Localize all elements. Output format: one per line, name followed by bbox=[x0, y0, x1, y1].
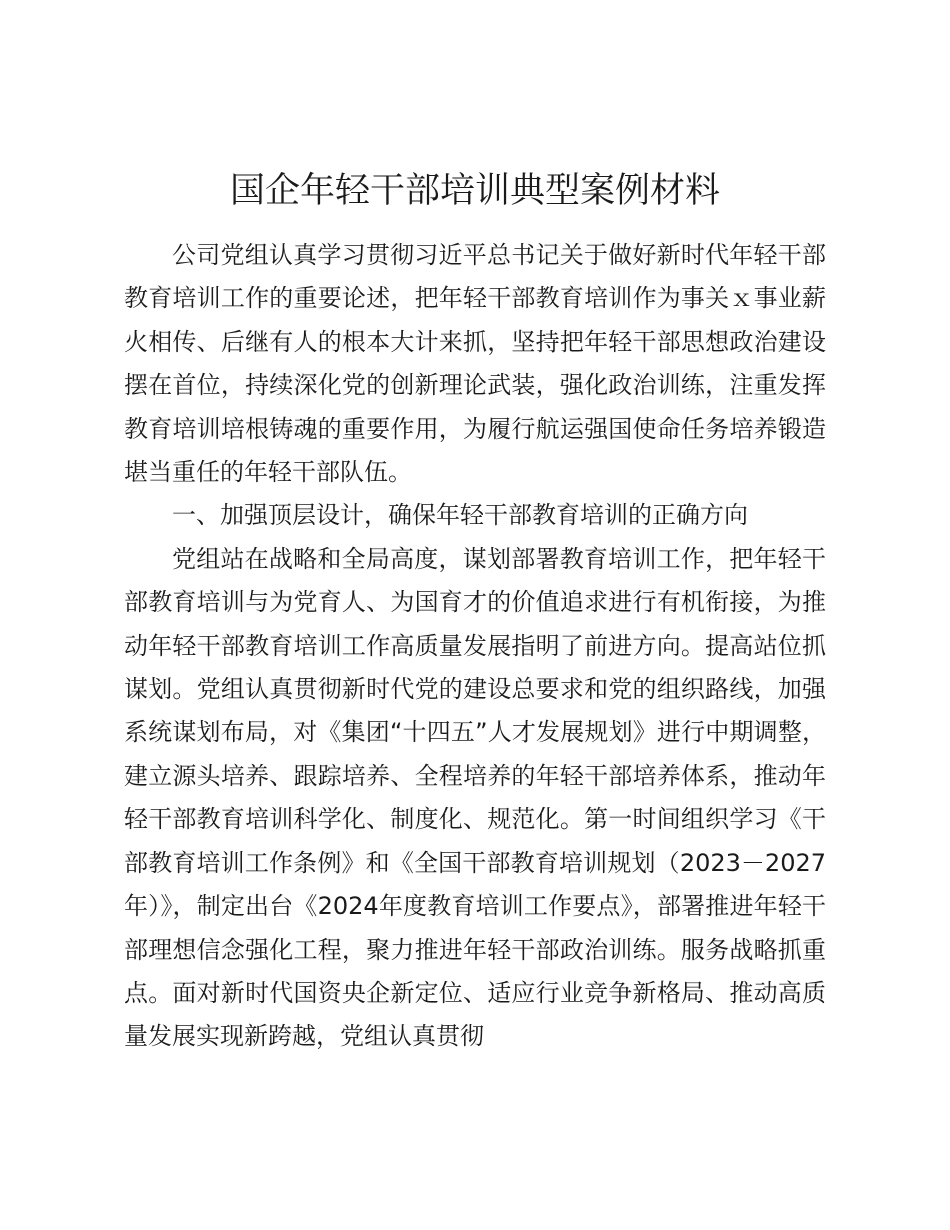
document-title: 国企年轻干部培训典型案例材料 bbox=[229, 171, 720, 211]
paragraph-intro: 公司党组认真学习贯彻习近平总书记关于做好新时代年轻干部教育培训工作的重要论述，把年轻干部教育培训作为事关ｘ事业薪火相传、后继有人的根本大计来抓，坚持把年轻干部思想政治建设摆在首位，持续深化党的创新理论武装，强化政治训练，注重发挥教育培训培根铸魂的重要作用，为履行航运强国使命任务培养锻造堪当重任的年轻干部队伍。 bbox=[124, 241, 826, 487]
document-body bbox=[124, 234, 826, 1059]
paragraph-section-1: 党组站在战略和全局高度，谋划部署教育培训工作，把年轻干部教育培训与为党育人、为国育才的价值追求进行有机衔接，为推动年轻干部教育培训工作高质量发展指明了前进方向。提高站位抓谋划。党组认真贯彻新时代党的建设总要求和党的组织路线，加强系统谋划布局，对《集团“十四五”人才发展规划》进行中期调整，建立源头培养、跟踪培养、全程培养的年轻干部培养体系，推动年轻干部教育培训科学化、制度化、规范化。第一时间组织学习《干部教育培训工作条例》和《全国干部教育培训规划（2023－2027年）》，制定出台《2024年度教育培训工作要点》，部署推进年轻干部理想信念强化工程，聚力推进年轻干部政治训练。服务战略抓重点。面对新时代国资央企新定位、适应行业竞争新格局、推动高质量发展实现新跨越，党组认真贯彻 bbox=[124, 544, 826, 1051]
section-heading-1: 一、加强顶层设计，确保年轻干部教育培训的正确方向 bbox=[172, 501, 748, 530]
